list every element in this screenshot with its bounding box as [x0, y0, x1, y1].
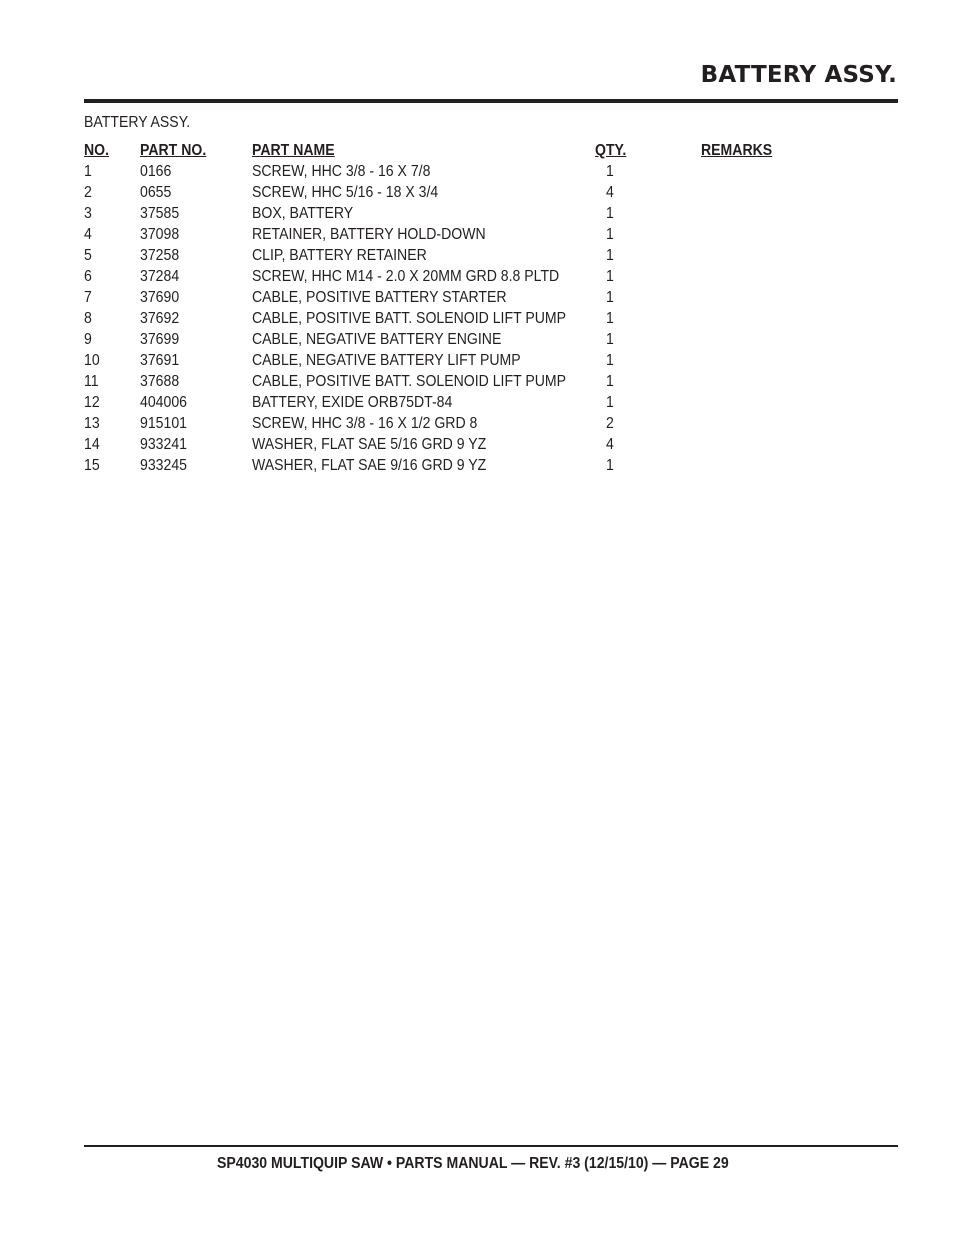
cell-qty: 1	[606, 310, 614, 327]
cell-no: 2	[84, 184, 92, 201]
parts-table	[84, 140, 844, 476]
cell-qty: 1	[606, 247, 614, 264]
cell-no: 15	[84, 457, 100, 474]
cell-part-name: CABLE, POSITIVE BATT. SOLENOID LIFT PUMP	[252, 310, 567, 327]
cell-qty: 1	[606, 163, 614, 180]
cell-part-name: WASHER, FLAT SAE 5/16 GRD 9 YZ	[252, 436, 487, 453]
cell-no: 12	[84, 394, 100, 411]
cell-part-name: CABLE, NEGATIVE BATTERY LIFT PUMP	[252, 352, 521, 369]
cell-no: 7	[84, 289, 92, 306]
cell-part-name: SCREW, HHC 3/8 - 16 X 1/2 GRD 8	[252, 415, 478, 432]
column-header-part-no: PART NO.	[140, 142, 207, 159]
cell-part-no: 933241	[140, 436, 187, 453]
cell-no: 4	[84, 226, 92, 243]
cell-part-no: 37690	[140, 289, 180, 306]
cell-no: 13	[84, 415, 100, 432]
page-title: BATTERY ASSY.	[700, 62, 897, 88]
cell-no: 3	[84, 205, 92, 222]
cell-part-no: 0166	[140, 163, 172, 180]
cell-part-name: CABLE, POSITIVE BATTERY STARTER	[252, 289, 507, 306]
table-row	[84, 266, 844, 287]
table-row	[84, 224, 844, 245]
table-row	[84, 245, 844, 266]
table-row	[84, 350, 844, 371]
cell-part-name: RETAINER, BATTERY HOLD-DOWN	[252, 226, 486, 243]
cell-no: 10	[84, 352, 100, 369]
cell-qty: 4	[606, 184, 614, 201]
cell-part-name: SCREW, HHC M14 - 2.0 X 20MM GRD 8.8 PLTD	[252, 268, 560, 285]
cell-qty: 1	[606, 268, 614, 285]
table-row	[84, 434, 844, 455]
cell-no: 5	[84, 247, 92, 264]
cell-part-no: 37699	[140, 331, 180, 348]
cell-no: 11	[84, 373, 99, 390]
cell-part-name: CLIP, BATTERY RETAINER	[252, 247, 427, 264]
cell-part-no: 933245	[140, 457, 187, 474]
cell-part-no: 37284	[140, 268, 180, 285]
column-header-no: NO.	[84, 142, 110, 159]
cell-part-name: CABLE, NEGATIVE BATTERY ENGINE	[252, 331, 502, 348]
cell-part-name: BATTERY, EXIDE ORB75DT-84	[252, 394, 453, 411]
cell-part-no: 404006	[140, 394, 187, 411]
cell-qty: 2	[606, 415, 614, 432]
cell-part-no: 37258	[140, 247, 180, 264]
cell-part-no: 37585	[140, 205, 180, 222]
table-row	[84, 413, 844, 434]
cell-no: 9	[84, 331, 92, 348]
cell-part-name: SCREW, HHC 3/8 - 16 X 7/8	[252, 163, 431, 180]
cell-no: 8	[84, 310, 92, 327]
cell-part-no: 0655	[140, 184, 172, 201]
cell-qty: 1	[606, 331, 614, 348]
cell-part-no: 37692	[140, 310, 180, 327]
cell-no: 14	[84, 436, 100, 453]
cell-qty: 4	[606, 436, 614, 453]
table-row	[84, 161, 844, 182]
cell-part-no: 37098	[140, 226, 180, 243]
cell-qty: 1	[606, 352, 614, 369]
column-header-remarks: REMARKS	[701, 142, 773, 159]
cell-part-name: CABLE, POSITIVE BATT. SOLENOID LIFT PUMP	[252, 373, 567, 390]
table-row	[84, 455, 844, 476]
cell-qty: 1	[606, 373, 614, 390]
cell-part-name: SCREW, HHC 5/16 - 18 X 3/4	[252, 184, 439, 201]
cell-qty: 1	[606, 289, 614, 306]
column-header-qty: QTY.	[595, 142, 627, 159]
cell-part-no: 37688	[140, 373, 180, 390]
cell-qty: 1	[606, 457, 614, 474]
cell-part-name: WASHER, FLAT SAE 9/16 GRD 9 YZ	[252, 457, 487, 474]
cell-part-no: 37691	[140, 352, 180, 369]
table-row	[84, 203, 844, 224]
table-row	[84, 392, 844, 413]
table-row	[84, 329, 844, 350]
table-row	[84, 371, 844, 392]
table-row	[84, 308, 844, 329]
cell-no: 6	[84, 268, 92, 285]
cell-part-name: BOX, BATTERY	[252, 205, 354, 222]
cell-qty: 1	[606, 394, 614, 411]
cell-qty: 1	[606, 226, 614, 243]
table-row	[84, 182, 844, 203]
cell-no: 1	[84, 163, 92, 180]
cell-part-no: 915101	[140, 415, 187, 432]
table-header-row	[84, 140, 844, 161]
footer-divider	[84, 1145, 898, 1147]
header-divider	[84, 99, 898, 103]
column-header-part-name: PART NAME	[252, 142, 335, 159]
table-row	[84, 287, 844, 308]
cell-qty: 1	[606, 205, 614, 222]
table-body	[84, 161, 844, 476]
page-footer: SP4030 MULTIQUIP SAW • PARTS MANUAL — REV. #3 (12/15/10) — PAGE 29	[217, 1155, 729, 1172]
section-title: BATTERY ASSY.	[84, 114, 191, 131]
